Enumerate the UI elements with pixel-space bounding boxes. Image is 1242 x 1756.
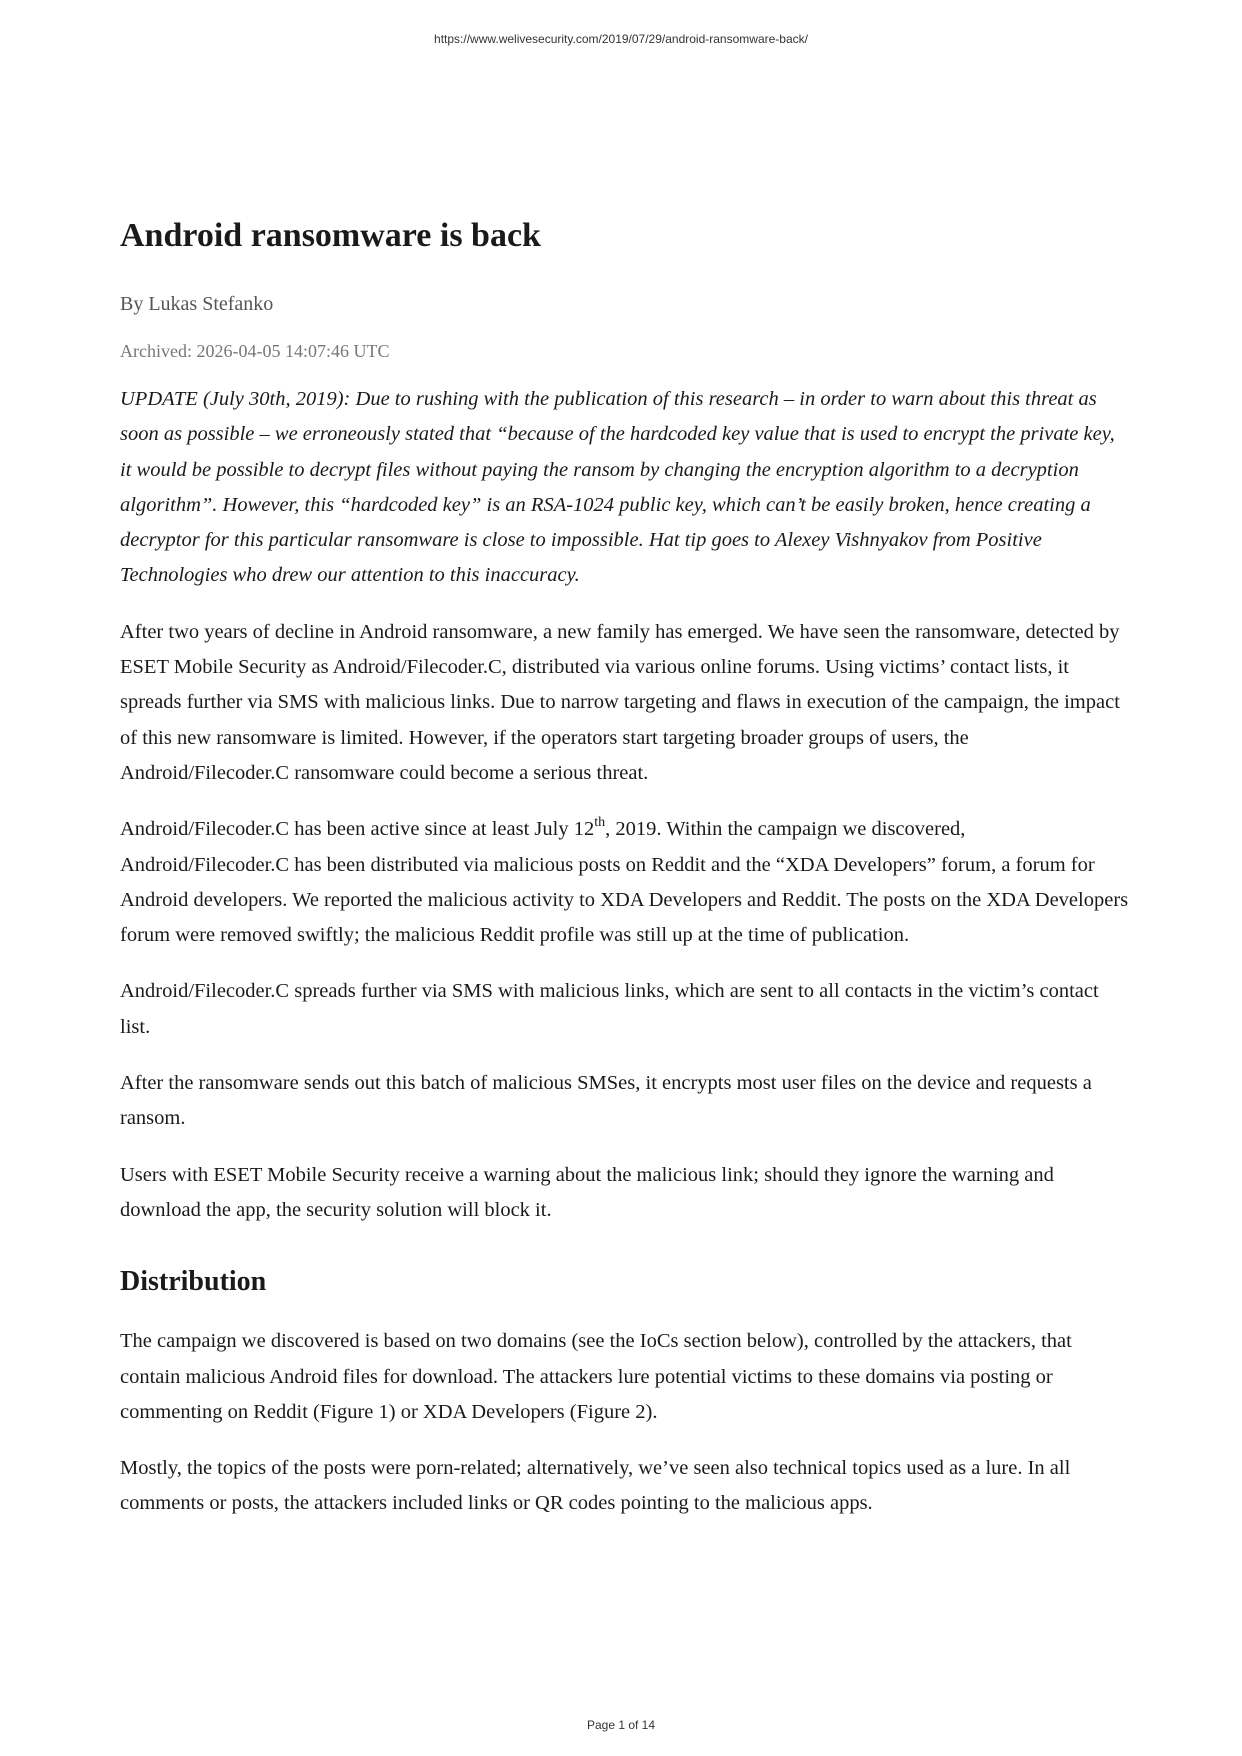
paragraph-distribution-domains: The campaign we discovered is based on two domains (see the IoCs section below), controlled by the attackers, that contain malicious Android files for download. The attackers lure potential victims to these domains via posting or commenting on Reddit (Figure 1) or XDA Developers (Figure 2). — [120, 1330, 1072, 1423]
article-title: Android ransomware is back — [120, 217, 541, 254]
page-number: Page 1 of 14 — [586, 1718, 656, 1732]
paragraph-encryption: After the ransomware sends out this batch of malicious SMSes, it encrypts most user files on the device and requests a ransom. — [120, 1072, 1092, 1130]
paragraph-activity-start: Android/Filecoder.C has been active since at least July 12 — [120, 818, 595, 841]
paragraph-intro: After two years of decline in Android ransomware, a new family has emerged. We have seen the ransomware, detected by ESET Mobile Security as Android/Filecoder.C, distributed via various online forums. Using victims’ contact lists, it spreads further via SMS with malicious links. Due to narrow targeting and flaws in execution of the campaign, the impact of this new ransomware is limited. However, if the operators start targeting broader groups of users, the Android/Filecoder.C ransomware could become a serious threat. — [120, 620, 1120, 784]
paragraph-distribution-topics: Mostly, the topics of the posts were porn-related; alternatively, we’ve seen also technical topics used as a lure. In all comments or posts, the attackers included links or QR codes pointing to the malicious apps. — [120, 1457, 1071, 1515]
paragraph-sms-spread: Android/Filecoder.C spreads further via SMS with malicious links, which are sent to all contacts in the victim’s contact list. — [120, 980, 1099, 1038]
update-note: UPDATE (July 30th, 2019): Due to rushing with the publication of this research – in order to warn about this threat as soon as possible – we erroneously stated that “because of the hardcoded key value that is used to encrypt the private key, it would be possible to decrypt files without paying the ransom by changing the encryption algorithm to a decryption algorithm”. However, this “hardcoded key” is an RSA-1024 public key, which can’t be easily broken, hence creating a decryptor for this particular ransomware is close to impossible. Hat tip goes to Alexey Vishnyakov from Positive Technologies who drew our attention to this inaccuracy. — [120, 388, 1115, 587]
article-body — [120, 212, 1130, 1543]
ordinal-suffix: th — [594, 815, 606, 831]
page-header-url: https://www.welivesecurity.com/2019/07/29/android-ransomware-back/ — [434, 32, 808, 46]
paragraph-activity — [120, 812, 1130, 953]
paragraph-activity-rest: , 2019. Within the campaign we discovered, Android/Filecoder.C has been distributed via malicious posts on Reddit and the “XDA Developers” forum, a forum for Android developers. We reported the malicious activity to XDA Developers and Reddit. The posts on the XDA Developers forum were removed swiftly; the malicious Reddit profile was still up at the time of publication. — [120, 818, 1129, 947]
paragraph-eset-warning: Users with ESET Mobile Security receive a warning about the malicious link; should they ignore the warning and download the app, the security solution will block it. — [120, 1163, 1054, 1221]
archived-timestamp: Archived: 2026-04-05 14:07:46 UTC — [120, 341, 390, 361]
section-heading-distribution: Distribution — [120, 1266, 267, 1298]
article-byline: By Lukas Stefanko — [120, 293, 274, 315]
